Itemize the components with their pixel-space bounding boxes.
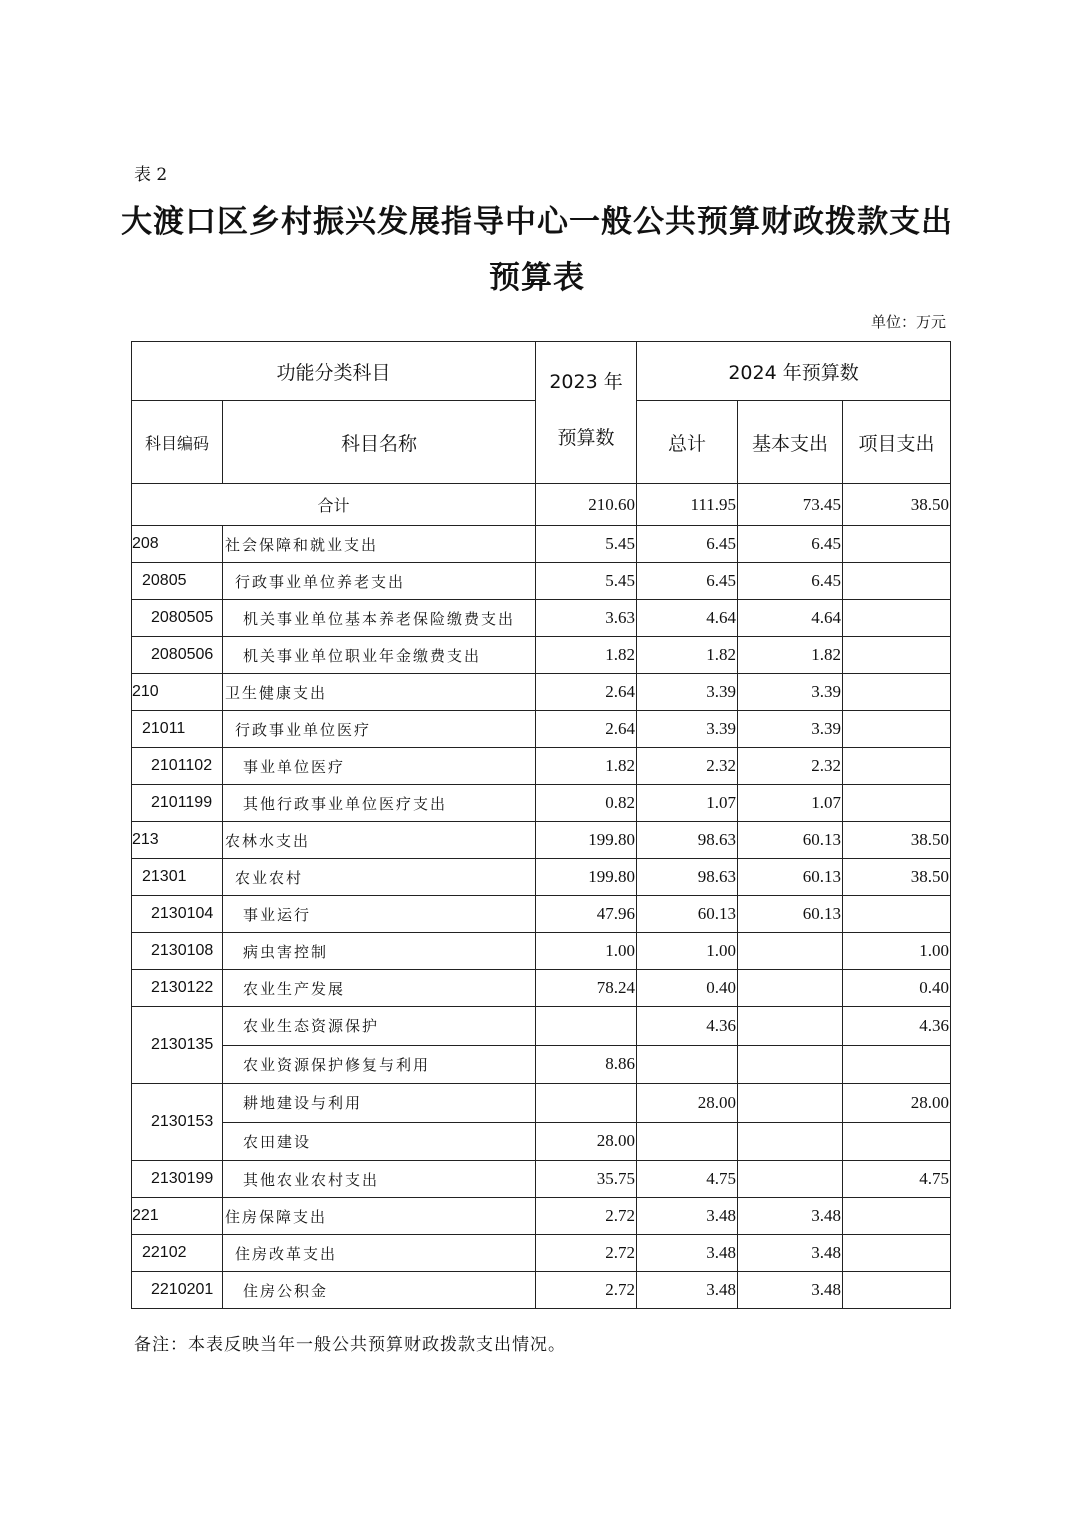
row-basic: 1.82: [738, 637, 843, 674]
row-2023: 2.72: [536, 1272, 637, 1309]
row-code: 21301: [132, 859, 223, 896]
row-2023: 2.72: [536, 1198, 637, 1235]
row-project: [843, 1198, 951, 1235]
total-basic: 73.45: [738, 484, 843, 526]
table-row: [132, 933, 951, 970]
row-code: 208: [132, 526, 223, 563]
header-project: 项目支出: [843, 401, 951, 484]
row-code: 221: [132, 1198, 223, 1235]
row-basic: 3.48: [738, 1272, 843, 1309]
table-row: [132, 822, 951, 859]
row-name: 农业资源保护修复与利用: [223, 1045, 536, 1084]
row-basic: [738, 970, 843, 1007]
row-code: 2210201: [132, 1272, 223, 1309]
row-2023: 1.82: [536, 748, 637, 785]
row-project: 38.50: [843, 822, 951, 859]
row-2023: 35.75: [536, 1161, 637, 1198]
row-code: 2080505: [132, 600, 223, 637]
row-basic: [738, 1161, 843, 1198]
row-total: [637, 1045, 738, 1084]
row-basic: [738, 933, 843, 970]
row-2023: [536, 1007, 637, 1046]
row-code: 22102: [132, 1235, 223, 1272]
row-project: [843, 637, 951, 674]
row-total: 1.00: [637, 933, 738, 970]
row-total: 98.63: [637, 859, 738, 896]
row-2023: 5.45: [536, 526, 637, 563]
row-project: [843, 563, 951, 600]
row-total: 0.40: [637, 970, 738, 1007]
row-name: 病虫害控制: [223, 933, 536, 970]
row-project: [843, 711, 951, 748]
budget-table: [131, 341, 951, 1309]
table-row: [132, 1007, 951, 1046]
row-basic: [738, 1045, 843, 1084]
row-name: 耕地建设与利用: [223, 1084, 536, 1123]
row-project: [843, 526, 951, 563]
document-title-line2: 预算表: [489, 260, 585, 296]
row-basic: 60.13: [738, 822, 843, 859]
row-basic: 3.48: [738, 1235, 843, 1272]
table-row: [132, 1161, 951, 1198]
row-total: 3.39: [637, 711, 738, 748]
total-total: 111.95: [637, 484, 738, 526]
row-project: [843, 600, 951, 637]
row-basic: 1.07: [738, 785, 843, 822]
table-row: [132, 526, 951, 563]
row-2023: 47.96: [536, 896, 637, 933]
row-total: 4.36: [637, 1007, 738, 1046]
unit-label: 单位：万元: [870, 313, 946, 331]
row-basic: [738, 1084, 843, 1123]
row-name: 其他行政事业单位医疗支出: [223, 785, 536, 822]
row-total: [637, 1122, 738, 1161]
row-basic: 3.39: [738, 674, 843, 711]
row-project: 0.40: [843, 970, 951, 1007]
row-total: 3.48: [637, 1272, 738, 1309]
row-code: 21011: [132, 711, 223, 748]
header-2023-year: 2023 年: [549, 370, 623, 393]
row-code: 2101102: [132, 748, 223, 785]
row-total: 98.63: [637, 822, 738, 859]
row-project: 28.00: [843, 1084, 951, 1123]
row-name: 农业生态资源保护: [223, 1007, 536, 1046]
row-code: 2130135: [132, 1007, 223, 1084]
table-row: [132, 637, 951, 674]
row-total: 4.64: [637, 600, 738, 637]
row-total: 1.07: [637, 785, 738, 822]
header-name: 科目名称: [223, 401, 536, 484]
row-project: 38.50: [843, 859, 951, 896]
row-2023: 1.82: [536, 637, 637, 674]
row-code: 2080506: [132, 637, 223, 674]
row-2023: 78.24: [536, 970, 637, 1007]
row-basic: [738, 1122, 843, 1161]
row-2023: 1.00: [536, 933, 637, 970]
row-name: 农林水支出: [223, 822, 536, 859]
footnote: 备注：本表反映当年一般公共预算财政拨款支出情况。: [134, 1335, 566, 1355]
row-total: 28.00: [637, 1084, 738, 1123]
row-code: 20805: [132, 563, 223, 600]
row-name: 卫生健康支出: [223, 674, 536, 711]
row-basic: 6.45: [738, 526, 843, 563]
row-2023: 8.86: [536, 1045, 637, 1084]
row-2023: 0.82: [536, 785, 637, 822]
row-name: 机关事业单位职业年金缴费支出: [223, 637, 536, 674]
row-project: [843, 896, 951, 933]
row-code: 213: [132, 822, 223, 859]
row-total: 1.82: [637, 637, 738, 674]
table-row: [132, 563, 951, 600]
row-code: 2130199: [132, 1161, 223, 1198]
row-project: [843, 748, 951, 785]
row-project: 4.75: [843, 1161, 951, 1198]
row-2023: 199.80: [536, 859, 637, 896]
row-code: 2130122: [132, 970, 223, 1007]
row-project: [843, 674, 951, 711]
table-row: [132, 785, 951, 822]
row-project: [843, 1235, 951, 1272]
row-total: 6.45: [637, 526, 738, 563]
row-project: [843, 1045, 951, 1084]
row-basic: 3.39: [738, 711, 843, 748]
row-code: 2101199: [132, 785, 223, 822]
row-name: 住房公积金: [223, 1272, 536, 1309]
row-name: 事业运行: [223, 896, 536, 933]
row-total: 3.48: [637, 1198, 738, 1235]
row-basic: 2.32: [738, 748, 843, 785]
header-total: 总计: [637, 401, 738, 484]
total-label: 合计: [132, 484, 536, 526]
total-row: [132, 484, 951, 526]
row-name: 行政事业单位医疗: [223, 711, 536, 748]
row-code: 2130104: [132, 896, 223, 933]
document-title: 大渡口区乡村振兴发展指导中心一般公共预算财政拨款支出: [121, 204, 953, 240]
row-basic: 6.45: [738, 563, 843, 600]
header-basic: 基本支出: [738, 401, 843, 484]
total-2023: 210.60: [536, 484, 637, 526]
row-2023: [536, 1084, 637, 1123]
table-label: 表 2: [134, 165, 168, 185]
row-total: 3.48: [637, 1235, 738, 1272]
row-code: 2130153: [132, 1084, 223, 1161]
row-name: 农业农村: [223, 859, 536, 896]
row-name: 事业单位医疗: [223, 748, 536, 785]
row-name: 行政事业单位养老支出: [223, 563, 536, 600]
header-2024-budget: 2024 年预算数: [637, 342, 951, 401]
table-row: [132, 748, 951, 785]
row-project: 4.36: [843, 1007, 951, 1046]
row-name: 其他农业农村支出: [223, 1161, 536, 1198]
row-basic: 60.13: [738, 859, 843, 896]
row-2023: 199.80: [536, 822, 637, 859]
table-row: [132, 600, 951, 637]
row-2023: 3.63: [536, 600, 637, 637]
row-2023: 28.00: [536, 1122, 637, 1161]
row-name: 住房保障支出: [223, 1198, 536, 1235]
table-row: [132, 1272, 951, 1309]
row-project: [843, 1122, 951, 1161]
table-row: [132, 1122, 951, 1161]
table-row: [132, 1084, 951, 1123]
row-project: 1.00: [843, 933, 951, 970]
row-name: 机关事业单位基本养老保险缴费支出: [223, 600, 536, 637]
row-name: 住房改革支出: [223, 1235, 536, 1272]
table-row: [132, 1045, 951, 1084]
header-code: 科目编码: [132, 401, 223, 484]
row-name: 农业生产发展: [223, 970, 536, 1007]
row-2023: 2.72: [536, 1235, 637, 1272]
table-row: [132, 970, 951, 1007]
row-basic: 3.48: [738, 1198, 843, 1235]
total-project: 38.50: [843, 484, 951, 526]
table-row: [132, 1198, 951, 1235]
row-total: 3.39: [637, 674, 738, 711]
row-basic: 60.13: [738, 896, 843, 933]
row-project: [843, 1272, 951, 1309]
row-code: 210: [132, 674, 223, 711]
header-2023-budget: 预算数: [557, 426, 615, 449]
row-total: 4.75: [637, 1161, 738, 1198]
row-2023: 5.45: [536, 563, 637, 600]
row-project: [843, 785, 951, 822]
row-basic: 4.64: [738, 600, 843, 637]
header-category: 功能分类科目: [132, 342, 536, 401]
table-row: [132, 674, 951, 711]
row-total: 60.13: [637, 896, 738, 933]
row-total: 6.45: [637, 563, 738, 600]
row-name: 社会保障和就业支出: [223, 526, 536, 563]
table-row: [132, 1235, 951, 1272]
table-row: [132, 896, 951, 933]
table-row: [132, 859, 951, 896]
row-code: 2130108: [132, 933, 223, 970]
row-basic: [738, 1007, 843, 1046]
row-2023: 2.64: [536, 674, 637, 711]
header-2023: [536, 342, 637, 484]
row-name: 农田建设: [223, 1122, 536, 1161]
row-2023: 2.64: [536, 711, 637, 748]
table-row: [132, 711, 951, 748]
row-total: 2.32: [637, 748, 738, 785]
